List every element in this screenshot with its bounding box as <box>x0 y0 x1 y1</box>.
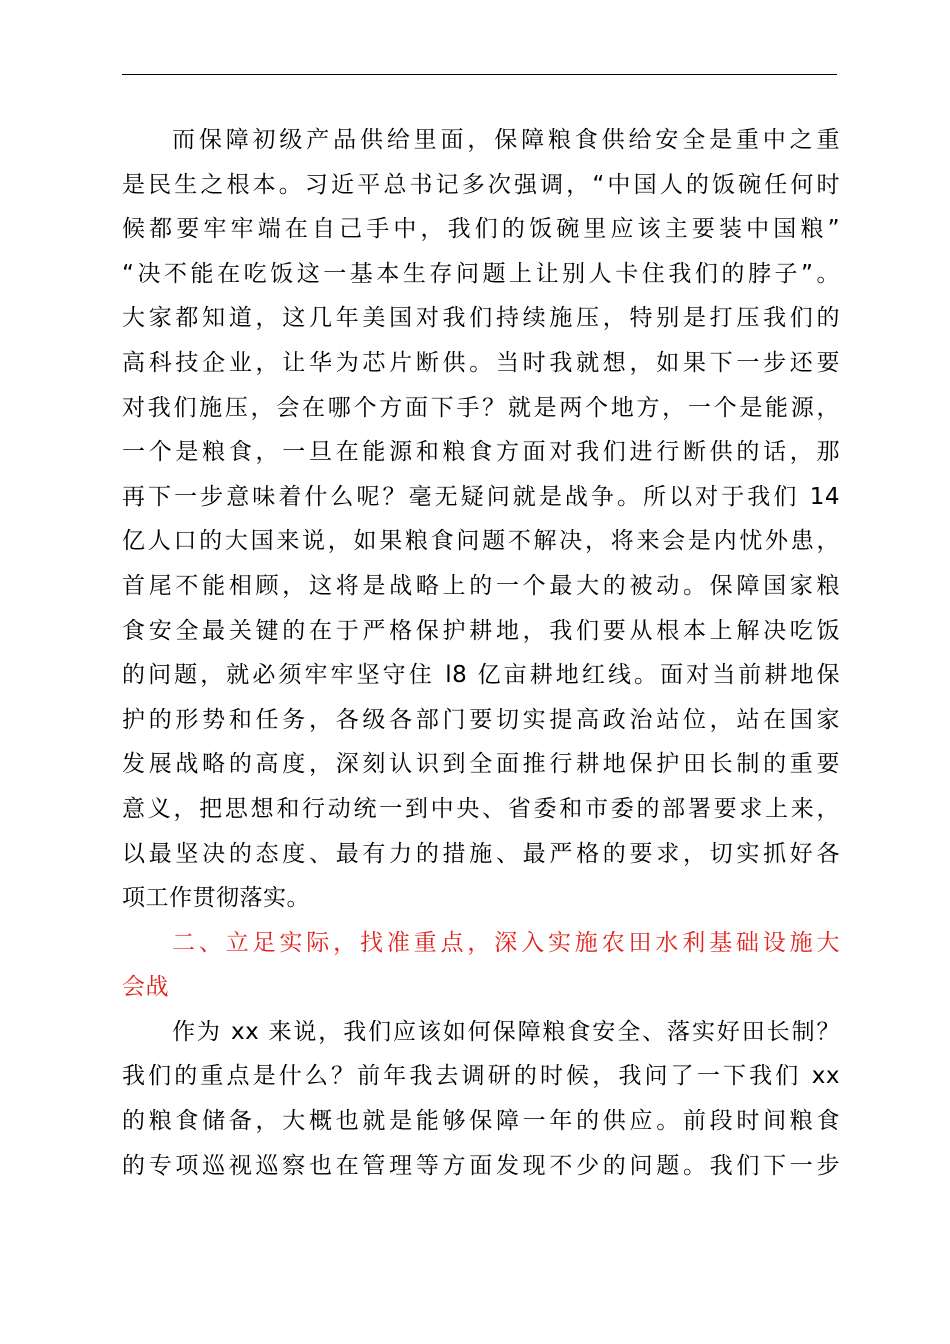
paragraph-line: 发展战略的高度，深刻认识到全面推行耕地保护田长制的重要 <box>122 751 840 778</box>
paragraph-line: “决不能在吃饭这一基本生存问题上让别人卡住我们的脖子”。 <box>122 260 840 287</box>
section-heading-line: 会战 <box>122 974 169 1001</box>
header-rule <box>122 74 837 75</box>
paragraph-line: 高科技企业，让华为芯片断供。当时我就想，如果下一步还要 <box>122 349 840 376</box>
paragraph-line: 我们的重点是什么？前年我去调研的时候，我问了一下我们 xx <box>122 1063 840 1090</box>
section-heading-line: 二、立足实际，找准重点，深入实施农田水利基础设施大 <box>172 929 840 956</box>
paragraph-line: 的粮食储备，大概也就是能够保障一年的供应。前段时间粮食 <box>122 1108 840 1135</box>
paragraph-line: 作为 xx 来说，我们应该如何保障粮食安全、落实好田长制？ <box>172 1018 840 1045</box>
paragraph-line: 是民生之根本。习近平总书记多次强调，“中国人的饭碗任何时 <box>122 171 840 198</box>
paragraph-line: 再下一步意味着什么呢？毫无疑问就是战争。所以对于我们 14 <box>122 483 840 510</box>
paragraph-line: 大家都知道，这几年美国对我们持续施压，特别是打压我们的 <box>122 305 840 332</box>
paragraph-line: 护的形势和任务，各级各部门要切实提高政治站位，站在国家 <box>122 706 840 733</box>
document-body <box>122 118 840 1188</box>
paragraph-line: 的专项巡视巡察也在管理等方面发现不少的问题。我们下一步 <box>122 1152 840 1179</box>
paragraph-line: 意义，把思想和行动统一到中央、省委和市委的部署要求上来， <box>122 795 840 822</box>
paragraph-line: 食安全最关键的在于严格保护耕地，我们要从根本上解决吃饭 <box>122 617 840 644</box>
paragraph-line: 亿人口的大国来说，如果粮食问题不解决，将来会是内忧外患， <box>122 528 840 555</box>
paragraph-line: 候都要牢牢端在自己手中，我们的饭碗里应该主要装中国粮” <box>122 216 840 243</box>
paragraph-line: 一个是粮食，一旦在能源和粮食方面对我们进行断供的话，那 <box>122 439 840 466</box>
paragraph-line: 的问题，就必须牢牢坚守住 l8 亿亩耕地红线。面对当前耕地保 <box>122 662 840 689</box>
paragraph-line: 以最坚决的态度、最有力的措施、最严格的要求，切实抓好各 <box>122 840 840 867</box>
paragraph-line: 对我们施压，会在哪个方面下手？就是两个地方，一个是能源， <box>122 394 840 421</box>
paragraph-line: 而保障初级产品供给里面，保障粮食供给安全是重中之重 <box>172 127 840 153</box>
paragraph-line: 首尾不能相顾，这将是战略上的一个最大的被动。保障国家粮 <box>122 572 840 599</box>
paragraph-line: 项工作贯彻落实。 <box>122 885 310 912</box>
